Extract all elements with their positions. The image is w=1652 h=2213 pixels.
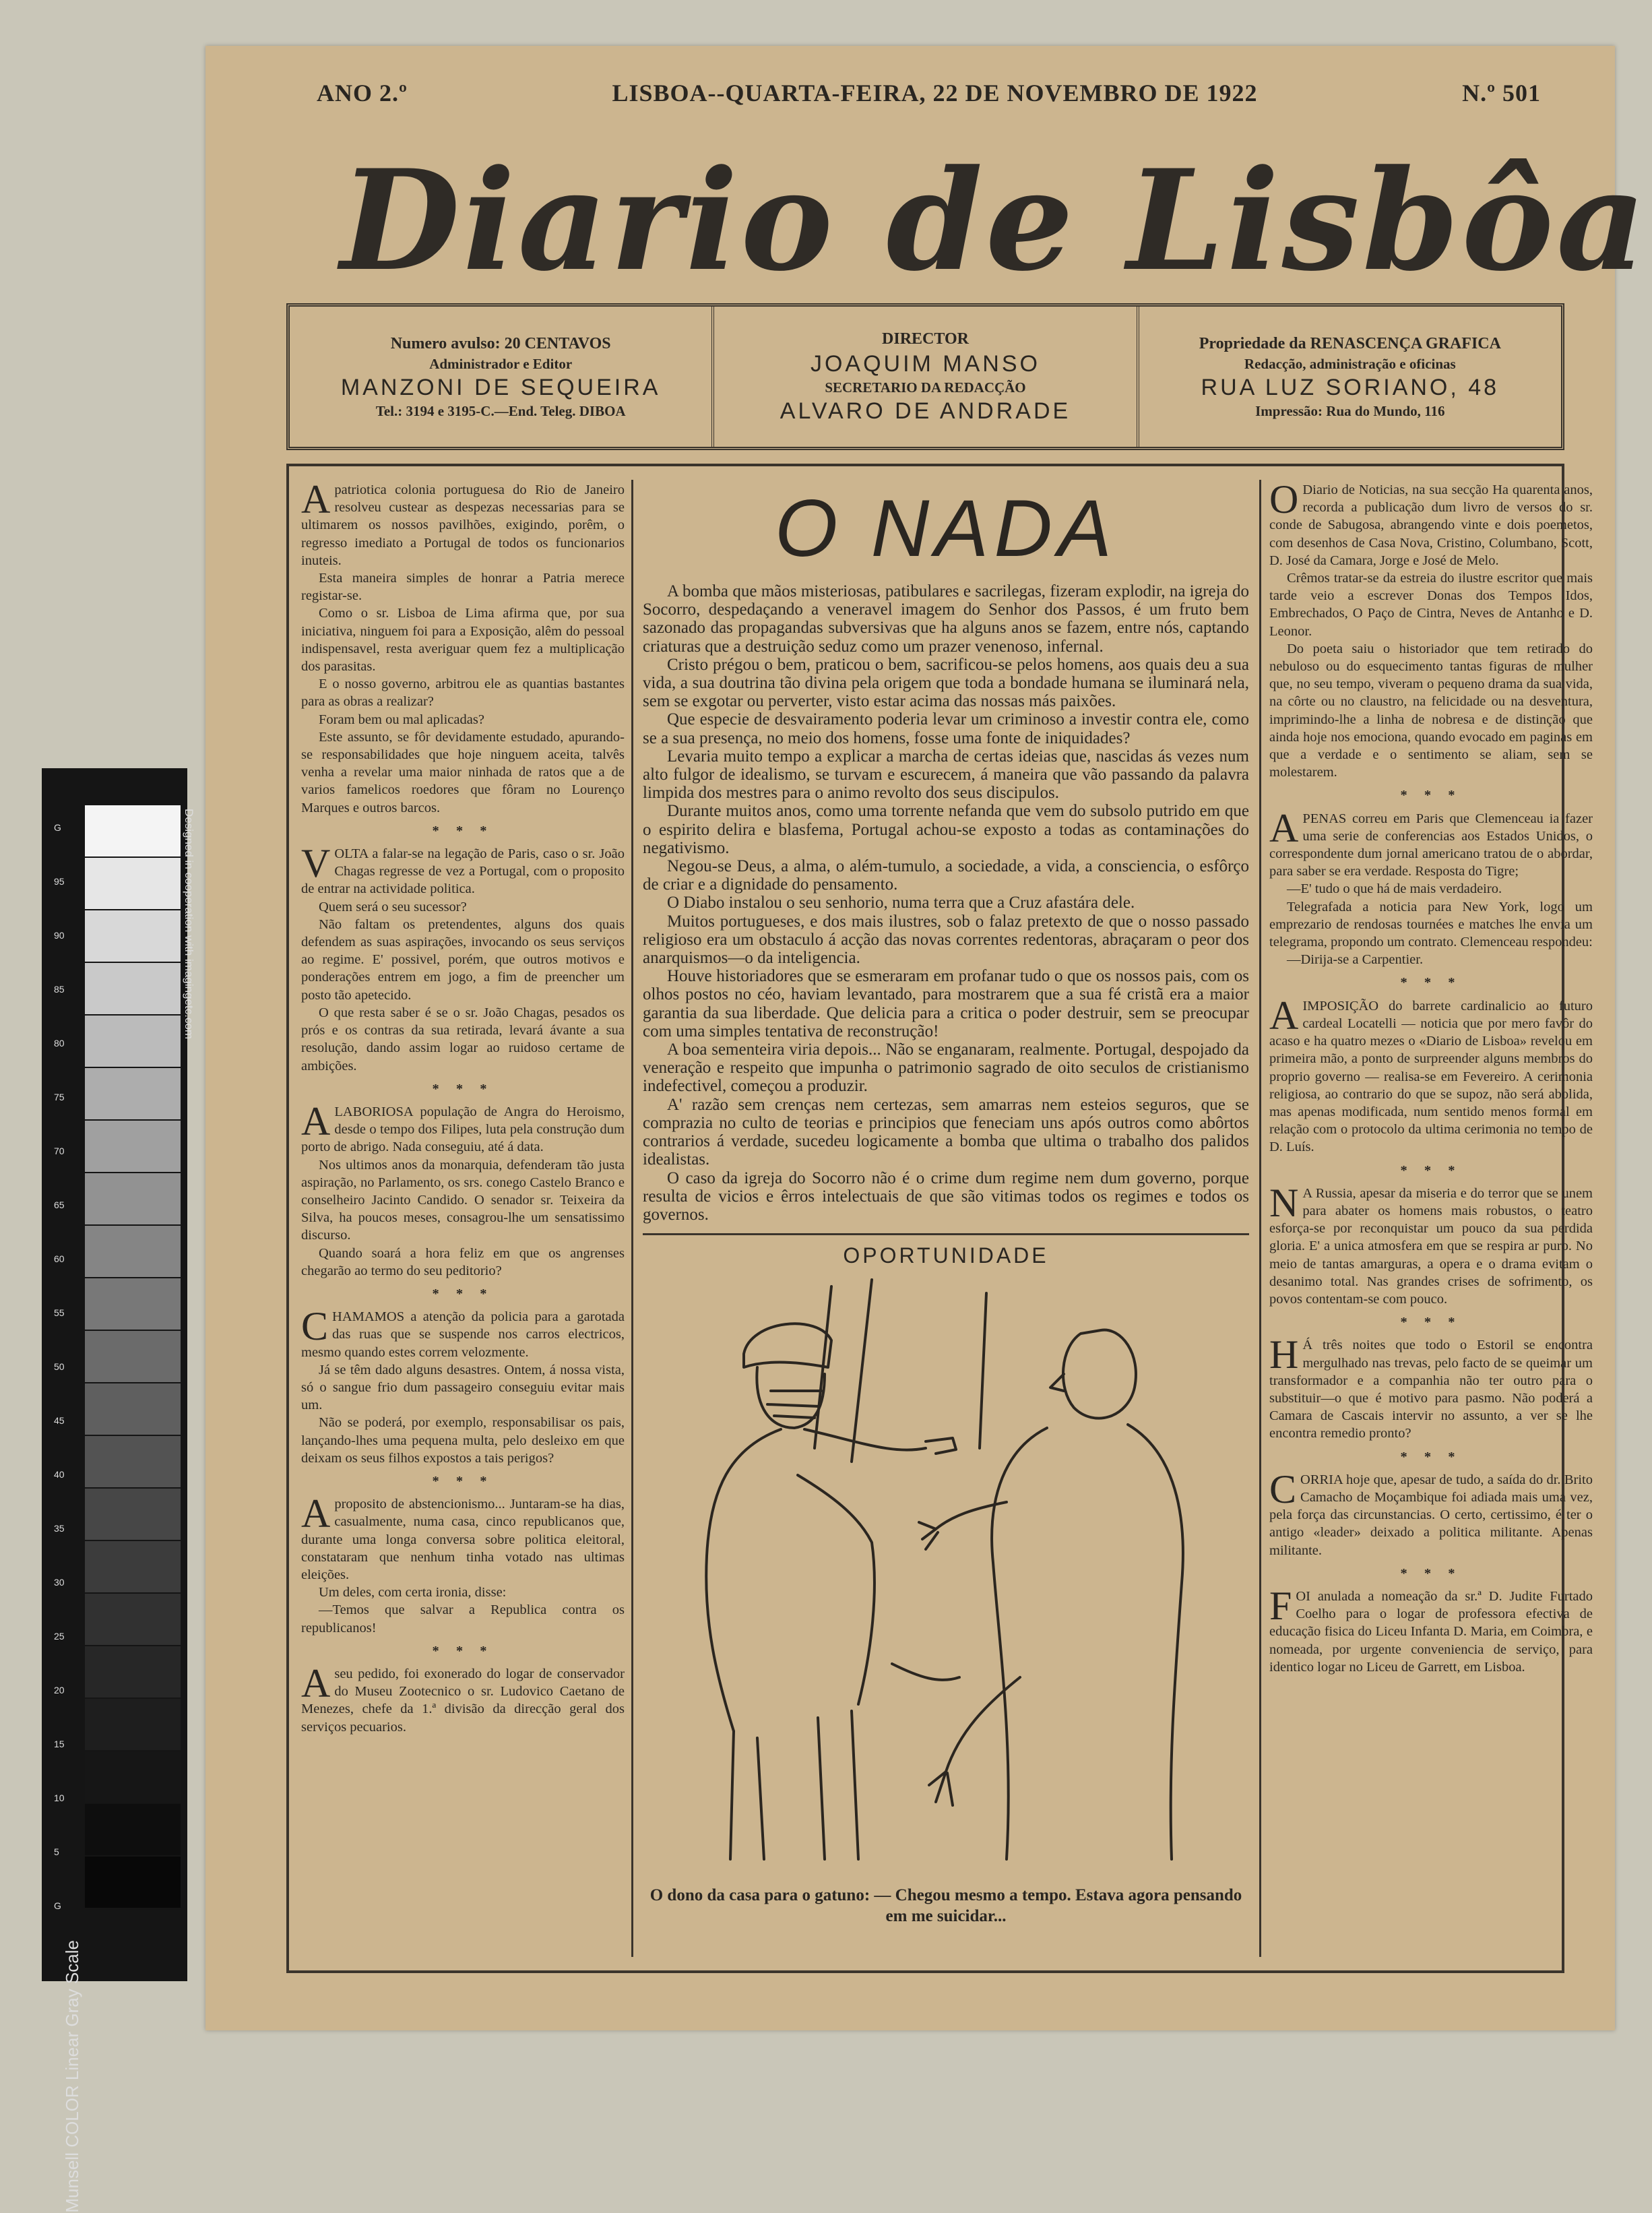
gray-scale-number: G	[54, 1900, 61, 1911]
paragraph-text: OI anulada a nomeação da sr.ª D. Judite Furtado Coelho para o logar de professora efectiva de educação fisica do Liceu Infanta D. Maria, em Coimbra, e nomeada, por urgente conveniencia de serviço, para identico logar no Liceu de Garrett, em Lisboa.	[1269, 1588, 1593, 1675]
paragraph-text: —E' tudo o que há de mais verdadeiro.	[1287, 881, 1502, 897]
paragraph-text: Este assunto, se fôr devidamente estudado, apurando-se responsabilidades que hoje ninguem aceita, talvês venha a revelar uma maior ninhada de ratos que a de varios famelicos roedores que fôram no Lourenço Marques e outros barcos.	[301, 729, 625, 815]
paragraph	[1269, 993, 1593, 1156]
section-rule	[643, 1233, 1249, 1235]
price: Numero avulso: 20 CENTAVOS	[390, 335, 611, 352]
paragraph	[1269, 1466, 1593, 1559]
paragraph-text: seu pedido, foi exonerado do logar de conservador do Museu Zootecnico o sr. Ludovico Caetano de Menezes, chefe da 1.ª divisão da direcção geral dos serviços pecuarios.	[301, 1666, 625, 1735]
secretary-name: ALVARO DE ANDRADE	[780, 398, 1071, 424]
section-separator: * * *	[432, 1473, 494, 1489]
info-box	[286, 303, 1564, 450]
gray-swatch	[85, 1489, 181, 1541]
info-left	[290, 307, 711, 447]
gray-swatch	[85, 858, 181, 910]
gray-scale-number: 85	[54, 984, 65, 995]
gray-scale-number: 35	[54, 1523, 65, 1534]
paragraph-text: Crêmos tratar-se da estreia do ilustre escritor que mais tarde veio a escrever Donas dos Tempos Idos, Embrechados, O Paço de Cintra, Neves de Antanho e D. Leonor.	[1269, 571, 1593, 639]
gray-swatch	[85, 1331, 181, 1383]
paragraph-text: Um deles, com certa ironia, disse:	[319, 1585, 507, 1600]
editorial-paragraph: A bomba que mãos misteriosas, patibulares e sacrilegas, fizeram explodir, na igreja do Socorro, despedaçando a veneravel imagem do Senhor dos Passos, é um fruto bem sazonado das propagandas subversivas que ha alguns anos se fazem, entre nós, captando criaturas que a destruição seduz como um prazer venenoso, infernal.	[643, 582, 1249, 656]
section-separator: * * *	[1400, 975, 1462, 991]
address: RUA LUZ SORIANO, 48	[1201, 375, 1500, 400]
thief-legs	[730, 1711, 858, 1859]
thief-arm	[804, 1429, 926, 1450]
paragraph-text: O que resta saber é se o sr. João Chagas, pesados os prós e os contras da sua retirada, levará ávante a sua resolução, dando assim logar ao ruidoso certame de ambições.	[301, 1005, 625, 1073]
paragraph	[1269, 898, 1593, 952]
paragraph	[301, 1414, 625, 1467]
paragraph-text: Diario de Noticias, na sua secção Ha quarenta anos, recorda a publicação dum livro de versos do sr. conde de Sabugosa, abrangendo vinte e dois poemetos, com desenhos de Casa Nova, Cristino, Columbano, Scott, D. José da Camara, Jorge e José de Melo.	[1269, 482, 1593, 568]
editorial-paragraph: Cristo prégou o bem, praticou o bem, sacrificou-se pelos homens, aos quais deu a sua vida, a sua doutrina tão divina pela origem que toda a bondade humana se iluminará nela, sem se exgotar ou perverter, visto estar acima das nossas más paixões.	[643, 655, 1249, 711]
gray-swatch	[85, 1804, 181, 1857]
year-label: ANO 2.º	[317, 80, 408, 106]
column-rule-right	[1259, 480, 1261, 1957]
gray-scale-number: 95	[54, 876, 65, 887]
paragraph	[1269, 1332, 1593, 1442]
center-column	[643, 481, 1249, 1956]
paragraph-text: Como o sr. Lisboa de Lima afirma que, por sua iniciativa, ninguem foi para a Exposição, alêm do pessoal indispensavel, resta averiguar quem fez a multiplicação dos parasitas.	[301, 606, 625, 675]
paragraph	[301, 569, 625, 604]
paragraph-text: Á três noites que todo o Estoril se encontra mergulhado nas trevas, pelo facto de se queimar um transformador e a companhia não ter outro para o substituir—o que é motivo para pasmo. Não poderá a Camara de Cascais intervir no assunto, a ver se lhe encontra remedio pronto?	[1269, 1338, 1593, 1441]
cartoon-illustration	[670, 1273, 1222, 1879]
gray-scale-number: 65	[54, 1199, 65, 1210]
paragraph	[301, 728, 625, 817]
gray-scale-number: 45	[54, 1415, 65, 1426]
paragraph-text: Telegrafada a noticia para New York, logo um emprezario de rendosas tournées e matches lhe envia um telegrama, propondo um contrato. Clemenceau respondeu:	[1269, 899, 1593, 950]
paragraph	[301, 604, 625, 675]
gray-scale-number: 10	[54, 1793, 65, 1803]
section-separator: * * *	[1400, 1565, 1462, 1581]
gray-swatch	[85, 1699, 181, 1751]
paragraph-text: A Russia, apesar da miseria e do terror que se unem para abater os homens mais robustos, o teatro esforça-se por reconquistar um pouco da sua perdida gloria. E' a unica atmosfera em que se respira ar puro. No meio de tantas amarguras, a opera e o drama evitam o desanimo total. Nas grandes crises de sofrimento, os povos contentam-se com pouco.	[1269, 1185, 1593, 1307]
cartoon-title: OPORTUNIDADE	[843, 1243, 1049, 1268]
gray-swatch	[85, 805, 181, 858]
editorial-paragraph: Durante muitos anos, como uma torrente nefanda que vem do subsolo putrido em que o espirito delira e blasfema, Portugal achou-se exposto a todas as contaminações do negativismo.	[643, 802, 1249, 857]
gray-scale-number: 25	[54, 1631, 65, 1642]
gray-swatch	[85, 1436, 181, 1489]
drop-cap: A	[301, 1098, 331, 1144]
drop-cap: C	[1269, 1466, 1297, 1511]
gray-scale-number: G	[54, 822, 61, 833]
paragraph	[301, 1584, 625, 1601]
newspaper-page	[205, 46, 1649, 2030]
telephone: Tel.: 3194 e 3195-C.—End. Teleg. DIBOA	[375, 403, 626, 419]
director-name: JOAQUIM MANSO	[810, 351, 1040, 377]
paragraph	[301, 898, 625, 916]
gray-swatch	[85, 910, 181, 963]
owner-hand	[919, 1522, 938, 1549]
gray-swatch	[85, 1594, 181, 1646]
section-separator: * * *	[432, 1643, 494, 1658]
paragraph-text: Já se têm dado alguns desastres. Ontem, á nossa vista, só o sangue frio dum passageiro conseguiu evitar mais um.	[301, 1362, 625, 1413]
paragraph-text: —Dirija-se a Carpentier.	[1287, 952, 1424, 968]
printing: Impressão: Rua do Mundo, 116	[1255, 403, 1445, 419]
section-separator: * * *	[1400, 1449, 1462, 1464]
paragraph	[301, 1661, 625, 1736]
gray-scale-number: 30	[54, 1577, 65, 1588]
thief-hand-pocket	[892, 1664, 959, 1680]
gray-scale-card	[42, 768, 195, 2213]
paragraph	[301, 1601, 625, 1636]
paragraph-text: ORRIA hoje que, apesar de tudo, a saída do dr. Brito Camacho de Moçambique foi adiada mais uma vez, pela força das circunstancias. O certo, certissimo, é ter o antigo «leader» deixado a politica militante. Apenas militante.	[1269, 1472, 1593, 1558]
gray-scale-number: 70	[54, 1146, 65, 1156]
drop-cap: O	[1269, 477, 1299, 522]
paragraph	[301, 916, 625, 1004]
page-body	[286, 464, 1593, 1973]
drop-cap: A	[1269, 805, 1299, 850]
director-role: DIRECTOR	[882, 330, 969, 348]
gray-swatch	[85, 963, 181, 1016]
gray-swatch	[85, 1121, 181, 1173]
paragraph	[301, 841, 625, 898]
gray-swatch	[85, 1383, 181, 1436]
info-right	[1137, 307, 1561, 447]
editorial-paragraph: Muitos portugueses, e dos mais ilustres, sob o falaz pretexto de que o nosso passado religioso era um obstaculo á acção das novas correntes redentoras, abraçaram o peor dos anarquismos—o da inteligencia.	[643, 912, 1249, 968]
gray-swatch	[85, 1068, 181, 1121]
thief-back	[706, 1429, 781, 1731]
paragraph-text: Nos ultimos anos da monarquia, defenderam tão justa aspiração, no Parlamento, os srs. conego Castelo Branco e conselheiro Jacinto Candido. O senador sr. Teixeira da Silva, ha poucos meses, consagrou-lhe um sensatissimo discurso.	[301, 1157, 625, 1243]
dateline: LISBOA--QUARTA-FEIRA, 22 DE NOVEMBRO DE 1922	[612, 80, 1258, 106]
owner-back	[992, 1428, 1047, 1859]
paragraph	[301, 675, 625, 710]
gray-scale-number: 55	[54, 1307, 65, 1318]
offices: Redacção, administração e oficinas	[1244, 356, 1456, 372]
paragraph	[301, 711, 625, 728]
gray-scale-number: 40	[54, 1469, 65, 1480]
gray-swatch	[85, 1016, 181, 1068]
gray-swatch	[85, 1541, 181, 1594]
drop-cap: V	[301, 841, 331, 886]
paragraph	[1269, 1583, 1593, 1676]
gray-swatch	[85, 1173, 181, 1226]
drop-cap: F	[1269, 1583, 1292, 1628]
owner-arm	[936, 1502, 1007, 1529]
drop-cap: C	[301, 1304, 329, 1349]
gray-scale-number: 80	[54, 1038, 65, 1049]
section-separator: * * *	[1400, 788, 1462, 803]
paragraph	[1269, 569, 1593, 640]
paragraph	[1269, 805, 1593, 881]
paragraph	[301, 1304, 625, 1361]
scale-credit: Designed in cooperation with imagingetc.com	[183, 809, 195, 1040]
gray-scale-number: 50	[54, 1361, 65, 1372]
paragraph-text: Esta maneira simples de honrar a Patria merece registar-se.	[301, 571, 625, 604]
editorial-paragraph: Que especie de desvairamento poderia levar um criminoso a investir contra ele, como se a sua presença, no meio dos homens, fosse uma fonte de iniquidades?	[643, 710, 1249, 747]
paragraph	[301, 1245, 625, 1280]
gray-swatch	[85, 1857, 181, 1909]
owner-ear	[1050, 1374, 1064, 1391]
drop-cap: N	[1269, 1180, 1299, 1225]
section-separator: * * *	[432, 823, 494, 838]
section-separator: * * *	[1400, 1162, 1462, 1178]
info-center	[711, 307, 1136, 447]
owner-head	[1063, 1330, 1136, 1419]
thief-cap	[744, 1323, 831, 1367]
top-line	[317, 73, 1541, 113]
editorial-article	[643, 582, 1249, 1224]
gray-scale-number: 15	[54, 1739, 65, 1749]
editorial-paragraph: Houve historiadores que se esmeraram em profanar tudo o que os nossos pais, com os olhos postos no céo, haviam levantado, para mostrarem que a sua fé cristã era a maior garantia da sua liberdade. Que delicia para a critica o poder destruir, sem se preocupar com uma simples tentativa de reconstrução!	[643, 967, 1249, 1040]
paragraph-text: —Temos que salvar a Republica contra os republicanos!	[301, 1602, 625, 1635]
paragraph	[1269, 640, 1593, 782]
paragraph	[1269, 1180, 1593, 1308]
paragraph-text: Quando soará a hora feliz em que os angrenses chegarão ao termo do seu peditorio?	[301, 1245, 625, 1278]
paragraph-text: PENAS correu em Paris que Clemenceau ia fazer uma serie de conferencias aos Estados Unidos, o correspondente dum jornal americano tratou de o abordar, para saber se era verdade. Resposta do Tigre;	[1269, 811, 1593, 879]
issue-number: N.º 501	[1462, 80, 1541, 106]
gray-scale-number: 90	[54, 930, 65, 941]
gray-scale-number: 20	[54, 1685, 65, 1695]
admin-name: MANZONI DE SEQUEIRA	[340, 375, 661, 400]
owner-front	[1128, 1425, 1183, 1859]
paragraph	[1269, 477, 1593, 569]
paragraph-text: Quem será o seu sucessor?	[319, 899, 467, 914]
paragraph-text: Não se poderá, por exemplo, responsabilisar os pais, lançando-lhes uma pequena multa, pelo desleixo em que deixam os seus filhos expostos a tais perigos?	[301, 1415, 625, 1466]
paragraph-text: HAMAMOS a atenção da policia para a garotada das ruas que se suspende nos carros electricos, mesmo quando estes correm velozmente.	[301, 1309, 625, 1360]
paragraph-text: OLTA a falar-se na legação de Paris, caso o sr. João Chagas regresse de vez a Portugal, com o proposito de entrar na actividade politica.	[301, 846, 625, 897]
drop-cap: H	[1269, 1332, 1299, 1377]
gray-swatch	[85, 1226, 181, 1278]
cartoon-caption: O dono da casa para o gatuno: — Chegou mesmo a tempo. Estava agora pensando em me suicidar...	[649, 1886, 1242, 1926]
drop-cap: A	[301, 1491, 331, 1536]
window-frame-line	[980, 1293, 986, 1448]
editorial-paragraph: O Diabo instalou o seu senhorio, numa terra que a Cruz afastára dele.	[667, 894, 1135, 912]
paragraph-text: Não faltam os pretendentes, alguns dos quais defendem as suas aspirações, invocando os seus serviços ao regime. E' possivel, porém, que outros motivos e ponderações entrem em jogo, a fim de preencher um posto tão apetecido.	[301, 916, 625, 1003]
drop-cap: A	[301, 1661, 331, 1706]
window-frame-line	[852, 1280, 872, 1462]
gray-swatch	[85, 1751, 181, 1804]
headline: O NADA	[774, 483, 1118, 573]
gray-scale-number: 5	[54, 1846, 59, 1857]
paragraph	[1269, 951, 1593, 968]
right-column	[1269, 477, 1593, 1956]
paragraph	[301, 1098, 625, 1156]
drop-cap: A	[301, 477, 331, 522]
paragraph	[1269, 880, 1593, 898]
paragraph-text: Do poeta saiu o historiador que tem retirado do nebuloso ou do esquecimento tantas figuras de mulher que, no seu tempo, viveram o pequeno drama da sua vida, na côrte ou no claustro, na felicidade ou na desventura, imprimindo-lhe a linha de nobresa e de distinção que ainda hoje nos emociona, quando evocado em paginas em que a verdade e o sentimento se aliam, sem se molestarem.	[1269, 641, 1593, 780]
gray-scale-number: 60	[54, 1253, 65, 1264]
paragraph	[301, 1361, 625, 1414]
section-separator: * * *	[432, 1081, 494, 1096]
masthead: Diario de Lisbôa	[340, 140, 1649, 302]
scale-brand: Munsell COLOR Linear Gray Scale	[62, 1940, 82, 2213]
editorial-paragraph: A' razão sem crenças nem certezas, sem amarras nem esteios seguros, que se comprazia no culto de teorias e principios que feneciam uns após outros como abôrtos contrarios á verdade, sucedeu logicamente a bomba que ultima o trabalho dos palidos idealistas.	[643, 1095, 1249, 1169]
section-separator: * * *	[432, 1286, 494, 1301]
gray-swatch	[85, 1646, 181, 1699]
gray-swatch	[85, 1278, 181, 1331]
paragraph	[301, 1004, 625, 1075]
admin-role: Administrador e Editor	[429, 356, 573, 372]
editorial-paragraph: O caso da igreja do Socorro não é o crime dum regime nem dum governo, porque resulta de vicios e êrros intelectuais de que são vitimas todos os regimes e todos os governos.	[643, 1168, 1249, 1224]
editorial-paragraph: Negou-se Deus, a alma, o além-tumulo, a sociedade, a vida, a consciencia, o esfôrço de criar e a dignidade do pensamento.	[643, 857, 1249, 894]
thief-coat	[798, 1475, 875, 1704]
drop-cap: A	[1269, 993, 1299, 1038]
gray-scale-number: 75	[54, 1092, 65, 1102]
paragraph-text: patriotica colonia portuguesa do Rio de Janeiro resolveu custear as despezas necessarias para se ultimarem os nossos pavilhões, exigindo, porêm, o regresso imediato a Portugal de todos os funcionarios inuteis.	[301, 482, 625, 568]
paragraph	[301, 1491, 625, 1584]
pistol	[926, 1438, 956, 1454]
left-column	[301, 477, 625, 1956]
editorial-paragraph: A boa sementeira viria depois... Não se enganaram, realmente. Portugal, despojado da veneração e respeito que impunha o patrimonio sagrado de oito seculos de cristianismo indefectivel, começou a produzir.	[643, 1040, 1249, 1096]
section-separator: * * *	[1400, 1315, 1462, 1330]
paragraph-text: proposito de abstencionismo... Juntaram-se ha dias, casualmente, numa casa, cinco republicanos que, durante uma longa conversa sobre politica eleitoral, constataram que nenhum tinha votado nas ultimas eleições.	[301, 1497, 625, 1582]
owner-hand-lower	[929, 1772, 953, 1805]
thief-mask	[767, 1391, 821, 1418]
paragraph-text: IMPOSIÇÃO do barrete cardinalicio ao futuro cardeal Locatelli — noticia que por mero favôr do acaso e ha quatro mezes o «Diario de Lisboa» revelou em primeira mão, a ponto de surpreender alguns membros do proprio governo — realisa-se em Fevereiro. A cerimonia religiosa, ao contrario do que se supoz, não será abolida, mas apenas modificada, num sentido menos formal em relação com o protocolo da ultima cerimonia no tempo de D. Luís.	[1269, 998, 1593, 1155]
paragraph-text: Foram bem ou mal aplicadas?	[319, 712, 484, 727]
owner: Propriedade da RENASCENÇA GRAFICA	[1199, 335, 1501, 352]
paragraph-text: E o nosso governo, arbitrou ele as quantias bastantes para as obras a realizar?	[301, 677, 625, 710]
secretary-role: SECRETARIO DA REDACÇÃO	[825, 379, 1026, 396]
gray-swatches	[85, 805, 181, 1910]
column-rule-left	[631, 480, 633, 1957]
paragraph	[301, 1156, 625, 1245]
paragraph	[301, 477, 625, 569]
editorial-paragraph: Levaria muito tempo a explicar a marcha de certas ideias que, nascidas ás vezes num alto fulgor de idealismo, se turvam e escurecem, á maneira que vão passando da palavra limpida dos mestres para o animo revolto dos seus discipulos.	[643, 747, 1249, 803]
paragraph-text: LABORIOSA população de Angra do Heroismo, desde o tempo dos Filipes, luta pela construção dum porto de abrigo. Nada conseguiu, até á data.	[301, 1104, 625, 1155]
